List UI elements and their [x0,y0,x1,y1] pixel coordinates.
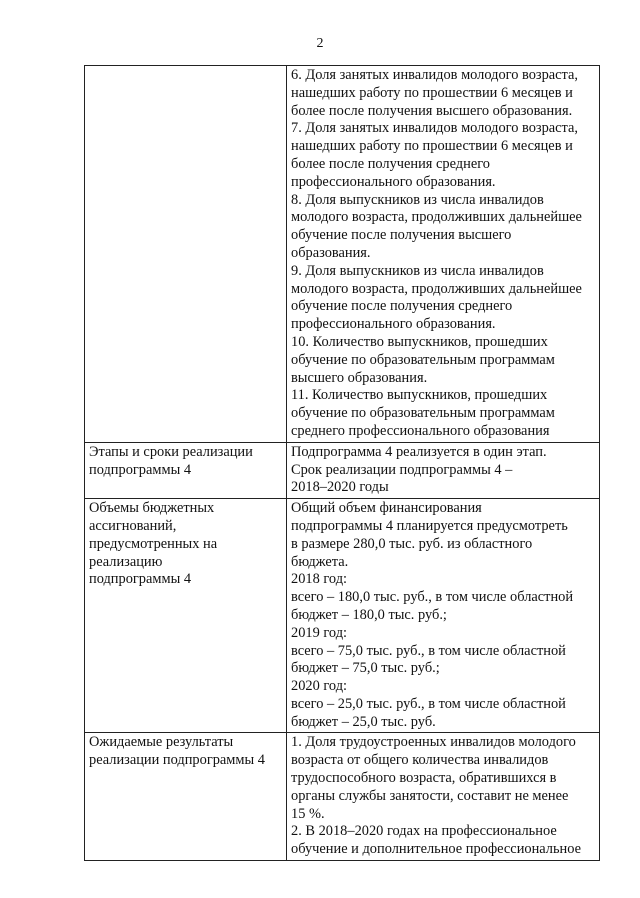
row-content-line: в размере 280,0 тыс. руб. из областного [291,535,533,552]
row-label-line: Объемы бюджетных [89,500,215,517]
row-content-line: всего – 25,0 тыс. руб., в том числе областной [291,695,566,712]
row-content-line: 7. Доля занятых инвалидов молодого возраста, [291,120,578,137]
row-content-line: обучение по образовательным программам [291,351,555,368]
row-content-line: 8. Доля выпускников из числа инвалидов [291,191,544,208]
row-content-line: 11. Количество выпускников, прошедших [291,387,548,404]
row-label-line: Этапы и сроки реализации [89,443,253,460]
row-content-line: профессионального образования. [291,173,496,190]
row-content-line: 2018–2020 годы [291,479,389,496]
row-content-line: обучение после получения среднего [291,298,513,315]
row-content-line: бюджет – 75,0 тыс. руб.; [291,660,440,677]
table-body [85,66,600,861]
row-content-line: нашедших работу по прошествии 6 месяцев и [291,84,573,101]
row-content-line: Общий объем финансирования [291,500,482,517]
row-content-line: всего – 75,0 тыс. руб., в том числе областной [291,642,566,659]
row-content-line: 2020 год: [291,678,348,695]
row-content-line: среднего профессионального образования [291,422,550,439]
row-content-line: Подпрограмма 4 реализуется в один этап. [291,443,547,460]
page-number: 2 [316,36,324,51]
row-content-cell [287,733,600,861]
row-label-cell [85,66,287,443]
row-content-line: 6. Доля занятых инвалидов молодого возраста, [291,67,578,83]
row-content-line: обучение после получения высшего [291,227,512,244]
row-content-line: 2019 год: [291,624,348,641]
row-content-line: молодого возраста, продолживших дальнейшее [291,280,582,297]
row-content-cell [287,66,600,443]
budget-allocations-row [85,499,600,733]
row-label-line: ассигнований, [89,517,177,534]
row-label-line: реализацию [89,553,163,570]
row-content-line: бюджет – 25,0 тыс. руб. [291,713,436,730]
subprogram-passport-table [84,65,600,861]
row-content-line: обучение по образовательным программам [291,405,555,422]
row-content-line: 1. Доля трудоустроенных инвалидов молодого [291,734,576,751]
row-label-cell [85,733,287,861]
row-content-line: трудоспособного возраста, обратившихся в [291,770,557,787]
row-content-cell [287,499,600,733]
row-content-line: Срок реализации подпрограммы 4 – [291,461,513,478]
row-label-line: предусмотренных на [89,535,218,552]
row-content-line: 9. Доля выпускников из числа инвалидов [291,262,544,279]
row-content-line: бюджет – 180,0 тыс. руб.; [291,606,447,623]
row-content-line: всего – 180,0 тыс. руб., в том числе областной [291,589,574,606]
row-content-line: 2018 год: [291,571,348,588]
row-content-line: бюджета. [291,553,349,570]
row-content-line: 2. В 2018–2020 годах на профессиональное [291,823,557,840]
row-label-line: Ожидаемые результаты [89,734,234,751]
stages-and-terms-row [85,442,600,498]
row-content-cell [287,442,600,498]
row-content-line: более после получения среднего [291,155,490,172]
row-content-line: органы службы занятости, составит не менее [291,787,569,804]
row-content-line: возраста от общего количества инвалидов [291,752,549,769]
row-content-line: 15 %. [291,805,325,822]
row-label-line: подпрограммы 4 [89,571,192,588]
expected-results-row [85,733,600,861]
row-content-line: 10. Количество выпускников, прошедших [291,333,548,350]
row-content-line: обучение и дополнительное профессиональное [291,841,582,858]
row-label-cell [85,442,287,498]
row-label-line: подпрограммы 4 [89,461,192,478]
row-content-line: более после получения высшего образования. [291,102,573,119]
indicators-continued-row [85,66,600,443]
row-label-cell [85,499,287,733]
row-content-line: профессионального образования. [291,316,496,333]
row-content-line: нашедших работу по прошествии 6 месяцев и [291,138,573,155]
row-content-line: подпрограммы 4 планируется предусмотреть [291,517,568,534]
row-label-line: реализации подпрограммы 4 [89,752,265,769]
row-content-line: высшего образования. [291,369,428,386]
row-content-line: образования. [291,244,371,261]
row-content-line: молодого возраста, продолживших дальнейшее [291,209,582,226]
